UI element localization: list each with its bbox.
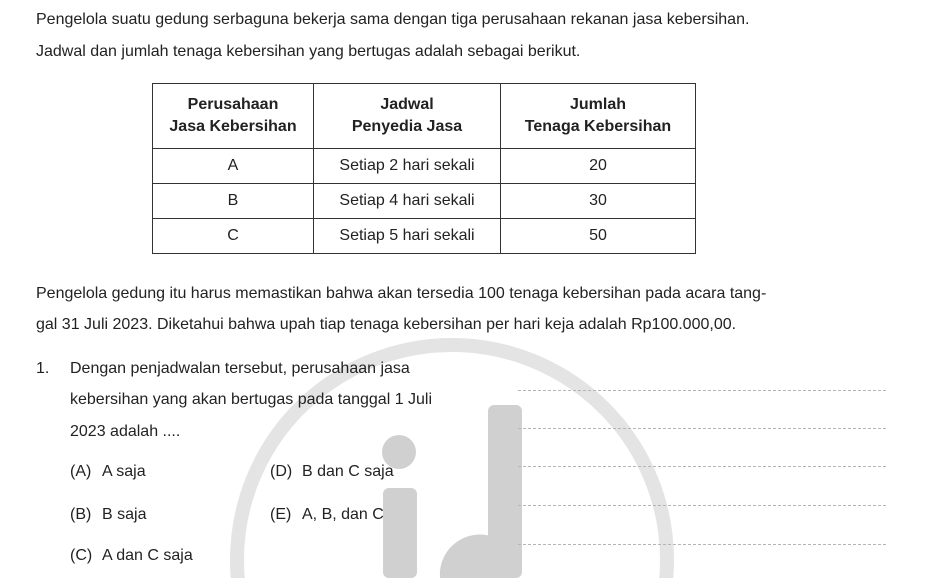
cell-company: A bbox=[153, 149, 314, 184]
intro-line-2: Jadwal dan jumlah tenaga kebersihan yang bertugas adalah sebagai berikut. bbox=[36, 43, 581, 60]
answer-line bbox=[518, 390, 886, 391]
option-a-letter: (A) bbox=[70, 463, 92, 480]
answer-line bbox=[518, 505, 886, 506]
answer-line bbox=[518, 428, 886, 429]
option-c[interactable] bbox=[70, 546, 193, 566]
option-a-text: A saja bbox=[102, 463, 146, 480]
option-b-text: B saja bbox=[102, 506, 147, 523]
table-row bbox=[153, 149, 696, 184]
option-c-letter: (C) bbox=[70, 547, 93, 564]
cell-company: C bbox=[153, 219, 314, 254]
cell-schedule: Setiap 2 hari sekali bbox=[314, 149, 501, 184]
header-count bbox=[501, 84, 696, 149]
header-schedule-line2: Penyedia Jasa bbox=[351, 118, 463, 135]
header-schedule-line1: Jadwal bbox=[380, 96, 434, 113]
answer-line bbox=[518, 466, 886, 467]
option-e-text: A, B, dan C bbox=[302, 506, 384, 523]
question-line-2: kebersihan yang akan bertugas pada tanggal 1 Juli bbox=[70, 391, 433, 408]
cell-count: 50 bbox=[501, 219, 696, 254]
header-company-line1: Perusahaan bbox=[187, 96, 279, 113]
schedule-table bbox=[152, 83, 696, 254]
question-line-1: Dengan penjadwalan tersebut, perusahaan jasa bbox=[70, 360, 410, 377]
header-company bbox=[153, 84, 314, 149]
cell-schedule: Setiap 5 hari sekali bbox=[314, 219, 501, 254]
header-company-line2: Jasa Kebersihan bbox=[169, 118, 297, 135]
intro-line-1: Pengelola suatu gedung serbaguna bekerja sama dengan tiga perusahaan rekanan jasa kebersihan. bbox=[36, 11, 750, 28]
header-schedule bbox=[314, 84, 501, 149]
cell-company: B bbox=[153, 184, 314, 219]
option-e[interactable] bbox=[270, 505, 384, 525]
cell-schedule: Setiap 4 hari sekali bbox=[314, 184, 501, 219]
table-row bbox=[153, 184, 696, 219]
option-b-letter: (B) bbox=[70, 506, 92, 523]
cell-count: 20 bbox=[501, 149, 696, 184]
option-b[interactable] bbox=[70, 505, 146, 525]
option-d[interactable] bbox=[270, 462, 394, 482]
answer-line bbox=[518, 544, 886, 545]
table-header-row bbox=[153, 84, 696, 149]
paragraph-line-1: Pengelola gedung itu harus memastikan bahwa akan tersedia 100 tenaga kebersihan pada acara tang- bbox=[36, 285, 767, 302]
cell-count: 30 bbox=[501, 184, 696, 219]
header-count-line2: Tenaga Kebersihan bbox=[524, 118, 672, 135]
option-d-text: B dan C saja bbox=[302, 463, 394, 480]
option-e-letter: (E) bbox=[270, 506, 292, 523]
table-row bbox=[153, 219, 696, 254]
header-count-line1: Jumlah bbox=[569, 96, 626, 113]
option-c-text: A dan C saja bbox=[102, 547, 193, 564]
paragraph-line-2: gal 31 Juli 2023. Diketahui bahwa upah tiap tenaga kebersihan per hari keja adalah Rp100.000,00. bbox=[36, 316, 737, 333]
option-a[interactable] bbox=[70, 462, 146, 482]
question-number: 1. bbox=[36, 360, 50, 377]
option-d-letter: (D) bbox=[270, 463, 293, 480]
question-line-3: 2023 adalah .... bbox=[70, 423, 181, 440]
